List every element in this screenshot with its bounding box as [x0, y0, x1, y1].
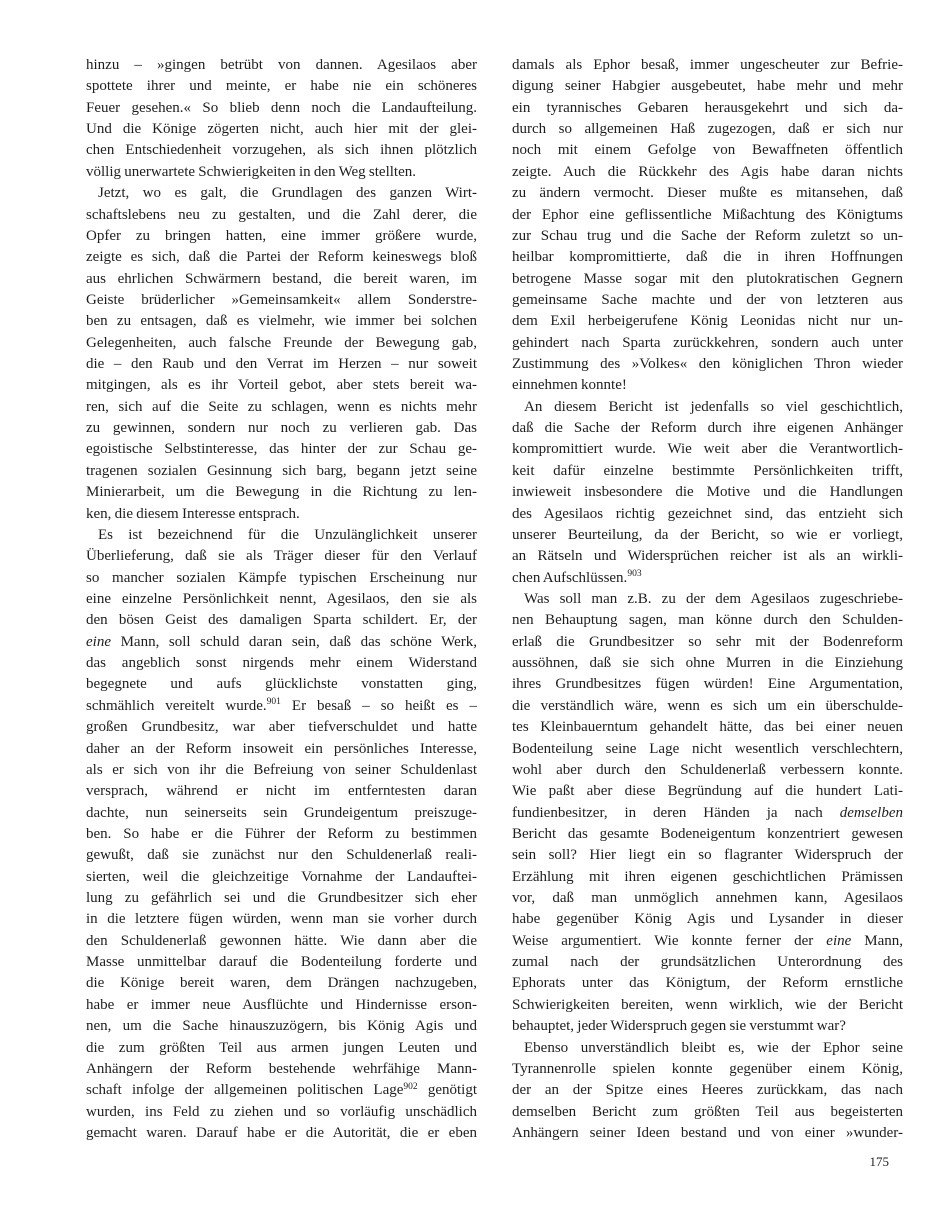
text-line: Und die Könige zögerten nicht, auch hier mit der glei- [86, 121, 477, 138]
italic-text: eine [86, 633, 111, 650]
text-line: großen Grundbesitz, war aber tiefverschuldet und hatte [86, 719, 477, 736]
text-column-left [86, 55, 477, 1144]
text-line: demselben Bericht zum größten Teil aus begeisterten [512, 1103, 903, 1120]
text-line: Jetzt, wo es galt, die Grundlagen des ganzen Wirt- [98, 185, 477, 202]
text-line: der an der Spitze eines Heeres zurückkam, das nach [512, 1082, 903, 1099]
text-line: Was soll man z.B. zu der dem Agesilaos zugeschriebe- [524, 590, 903, 607]
text-line: aus ehrlichen Schwärmern bestand, die bereit waren, im [86, 270, 477, 287]
text-line: die – den Raub und den Verrat im Herzen – nur soweit [86, 356, 477, 373]
text-line: chen Entschiedenheit vorzugehen, als sich ihnen plötzlich [86, 142, 477, 159]
text-line: versprach, während er nicht im entferntesten daran [86, 783, 477, 800]
text-line: Gelegenheiten, auch falsche Freunde der Bewegung gab, [86, 334, 477, 351]
text-line: den Schuldenerlaß gewonnen hätte. Wie dann aber die [86, 932, 477, 949]
text-line: die Könige bereit waren, dem Drängen nachzugeben, [86, 975, 477, 992]
page-number: 175 [869, 1154, 889, 1169]
text-line: Feuer gesehen.« So blieb denn noch die Landaufteilung. [86, 99, 477, 116]
text-line: habe er immer neue Ausflüchte und Hindernisse erson- [86, 996, 477, 1013]
text-line: so mancher sozialen Kämpfe typischen Erscheinung nur [86, 569, 477, 586]
text-line: dem Exil herbeigerufene König Leonidas nicht nur un- [512, 313, 903, 330]
text-line: damals als Ephor besaß, immer ungescheuter zur Befrie- [512, 57, 903, 73]
text-line: aussöhnen, daß sie sich ohne Murren in die Einziehung [512, 655, 903, 672]
text-line: tragenen sozialen Gesinnung sich barg, begann jetzt seine [86, 462, 477, 479]
text-line: Geiste brüderlicher »Gemeinsamkeit« allem Sonderstre- [86, 291, 477, 308]
text-line: Es ist bezeichnend für die Unzulänglichkeit unserer [98, 526, 477, 543]
text-line: Schwierigkeiten bereiten, wenn wirklich, wie der Bericht [512, 996, 903, 1013]
text-line: lung zu gefährlich sei und die Grundbesitzer sich eher [86, 890, 477, 907]
text-line: Weise argumentiert. Wie konnte ferner der eine Mann, [512, 932, 903, 949]
text-line: Masse unmittelbar darauf die Bodenteilung forderte und [86, 954, 477, 971]
text-line: Bericht das gesamte Bodeneigentum konzentriert gewesen [512, 825, 903, 842]
text-line: ben. So habe er die Führer der Reform zu bestimmen [86, 825, 477, 842]
text-line: sierten, weil die gleichzeitige Vornahme der Landauftei- [86, 868, 477, 885]
text-line: digung seiner Habgier ausgebeutet, habe mehr und mehr [512, 78, 903, 95]
text-line: das angeblich sonst nirgends mehr einem Widerstand [86, 655, 477, 672]
paragraph [512, 55, 903, 397]
text-line: Anhängern seiner Ideen bestand und von einer »wunder- [512, 1124, 903, 1141]
text-line: sein soll? Hier liegt ein so flagranter Widerspruch der [512, 847, 903, 864]
text-line: hinzu – »gingen betrübt von dannen. Agesilaos aber [86, 57, 477, 73]
text-line: an Rätseln und Widersprüchen reicher ist als an wirkli- [512, 548, 903, 565]
text-line: wurden, ins Feld zu ziehen und so vorläufig unschädlich [86, 1103, 477, 1120]
paragraph [512, 397, 903, 589]
text-line: nen Behauptung sagen, man könne durch den Schulden- [512, 612, 903, 629]
text-line: einnehmen konnte! [512, 377, 627, 394]
text-line: erlaß die Grundbesitzer so sehr mit der Bodenreform [512, 633, 903, 650]
text-line: egoistische Selbstinteresse, das hinter der zur Schau ge- [86, 441, 477, 458]
text-line: ken, die diesem Interesse entsprach. [86, 505, 300, 522]
text-line: ein tyrannisches Gebaren herausgekehrt und sich da- [512, 99, 903, 116]
text-line: nen, um die Sache hinauszuzögern, bis König Agis und [86, 1018, 477, 1035]
text-line: chen Aufschlüssen.$^{903}$ [512, 569, 642, 586]
text-line: inwieweit insbesondere die Motive und die Handlungen [512, 484, 903, 501]
text-line: schaftslebens neu zu gestalten, und die Zahl derer, die [86, 206, 477, 223]
paragraph [86, 183, 477, 525]
text-line: unserer Beurteilung, da der Bericht, so wie er vorliegt, [512, 526, 903, 543]
text-line: eine Mann, soll schuld daran sein, daß das schöne Werk, [86, 633, 477, 650]
text-line: noch mit einem Gefolge von Bewaffneten öffentlich [512, 142, 903, 159]
text-line: in die letztere fügen würden, wenn man sie vorher durch [86, 911, 477, 928]
text-line: schaft infolge der allgemeinen politischen Lage$^{902}$ genötigt [86, 1081, 477, 1099]
text-line: Anhängern der Reform bestehende wehrfähige Mann- [86, 1060, 477, 1077]
paragraph [512, 1038, 903, 1145]
text-line: gemeinsame Sache machte und der von letzteren aus [512, 291, 903, 308]
footnote-reference: 903 [627, 569, 642, 580]
italic-text: eine [826, 932, 852, 949]
text-line: zeigte es sich, daß die Partei der Reform keineswegs bloß [86, 249, 477, 266]
text-line: keit dafür einzelne bestimmte Persönlichkeiten trifft, [512, 462, 903, 479]
text-line: spottete ihrer und meinte, er habe nie ein schöneres [86, 78, 477, 95]
text-line: Tyrannenrolle spielen konnte gegenüber einem König, [512, 1060, 903, 1077]
text-line: durch so allgemeinen Haß zugezogen, daß er sich nur [512, 121, 903, 138]
footnote-reference: 902 [403, 1081, 418, 1092]
text-line: die verständlich wäre, wenn es sich um ein überschulde- [512, 697, 903, 714]
text-line: Ephorats unter das Königtum, der Reform ernstliche [512, 975, 903, 992]
text-line: der Ephor eine geflissentliche Mißachtung des Königtums [512, 206, 903, 223]
text-line: Überlieferung, daß sie als Träger dieser für den Verlauf [86, 548, 477, 565]
footnote-reference: 901 [266, 697, 281, 708]
text-line: den bösen Geist des damaligen Sparta schildert. Er, der [86, 612, 477, 629]
text-line: als er sich von ihr die Befreiung von seiner Schuldenlast [86, 761, 477, 778]
text-line: daß die Sache der Reform durch ihre eigenen Anhänger [512, 420, 903, 437]
text-line: dachte, nun seinerseits sein Grundeigentum preiszuge- [86, 804, 477, 821]
text-line: vor, daß man unmöglich annehmen kann, Agesilaos [512, 890, 903, 907]
text-line: kompromittiert wurde. Wie weit aber die Verantwortlich- [512, 441, 903, 458]
text-line: die zum größten Teil aus armen jungen Leuten und [86, 1039, 477, 1056]
text-line: fundienbesitzer, in deren Händen ja nach demselben [512, 804, 903, 821]
text-line: Minierarbeit, um die Bewegung in die Richtung zu len- [86, 484, 477, 501]
text-line: gemacht waren. Darauf habe er die Autorität, die er eben [86, 1124, 477, 1141]
text-line: ben zu entsagen, daß es vielmehr, wie immer bei solchen [86, 313, 477, 330]
text-line: zeigte. Auch die Rückkehr des Agis habe daran nichts [512, 163, 903, 180]
text-line: Erzählung mit ihren eigenen geschichtlichen Prämissen [512, 868, 903, 885]
text-line: mitgingen, als es ihr Vorteil gebot, aber stets bereit wa- [86, 377, 477, 394]
text-line: zu ändern vermocht. Dieser mußte es mitansehen, daß [512, 185, 903, 202]
text-line: gewußt, daß sie zunächst nur den Schuldenerlaß reali- [86, 847, 477, 864]
text-line: ihres Grundbesitzes fügen würden! Eine Argumentation, [512, 676, 903, 693]
text-line: Ebenso unverständlich bleibt es, wie der Ephor seine [524, 1039, 903, 1056]
text-line: tes Kleinbauerntum gehandelt hätte, das bei einer neuen [512, 719, 903, 736]
text-line: eine einzelne Persönlichkeit nennt, Agesilaos, den sie als [86, 590, 477, 607]
text-line: Zustimmung des »Volkes« den königlichen Thron wieder [512, 356, 903, 373]
text-line: wohl aber durch den Schuldenerlaß verbessern konnte. [512, 761, 903, 778]
italic-text: demselben [839, 804, 903, 821]
text-column-right [512, 55, 903, 1144]
text-line: schmählich vereitelt wurde.$^{901}$ Er besaß – so heißt es – [86, 697, 477, 714]
text-line: Opfer zu bringen hatten, eine immer größere wurde, [86, 227, 477, 244]
text-line: ren, sich auf die Seite zu schlagen, wenn es nichts mehr [86, 398, 477, 415]
paragraph [86, 525, 477, 1144]
text-line: völlig unerwartete Schwierigkeiten in den Weg stellten. [86, 163, 417, 180]
text-line: des Agesilaos richtig gezeichnet sind, das entzieht sich [512, 505, 903, 522]
text-line: An diesem Bericht ist jedenfalls so viel geschichtlich, [524, 398, 903, 415]
text-line: zu gewinnen, sondern nur noch zu verlieren gab. Das [86, 420, 477, 437]
paragraph [86, 55, 477, 183]
text-line: Bodenteilung seine Lage nicht wesentlich verschlechtern, [512, 740, 903, 757]
text-line: gehindert nach Sparta zurückkehren, sondern auch unter [512, 334, 903, 351]
text-line: begegnete und aufs glücklichste vonstatten ging, [86, 676, 477, 693]
paragraph [512, 589, 903, 1038]
text-line: betrogene Masse sogar mit den plutokratischen Gegnern [512, 270, 903, 287]
text-line: heilbar kompromittierte, daß die in ihren Hoffnungen [512, 249, 903, 266]
text-line: Wie paßt aber diese Begründung auf die hundert Lati- [512, 783, 903, 800]
text-line: zur Schau trug und die Sache der Reform zuletzt so un- [512, 227, 903, 244]
text-line: behauptet, jeder Widerspruch gegen sie verstummt war? [512, 1018, 846, 1035]
text-line: zumal nach der grundsätzlichen Unterordnung des [512, 954, 903, 971]
text-line: habe gegenüber König Agis und Lysander in dieser [512, 911, 903, 928]
text-line: daher an der Reform insoweit ein persönliches Interesse, [86, 740, 477, 757]
